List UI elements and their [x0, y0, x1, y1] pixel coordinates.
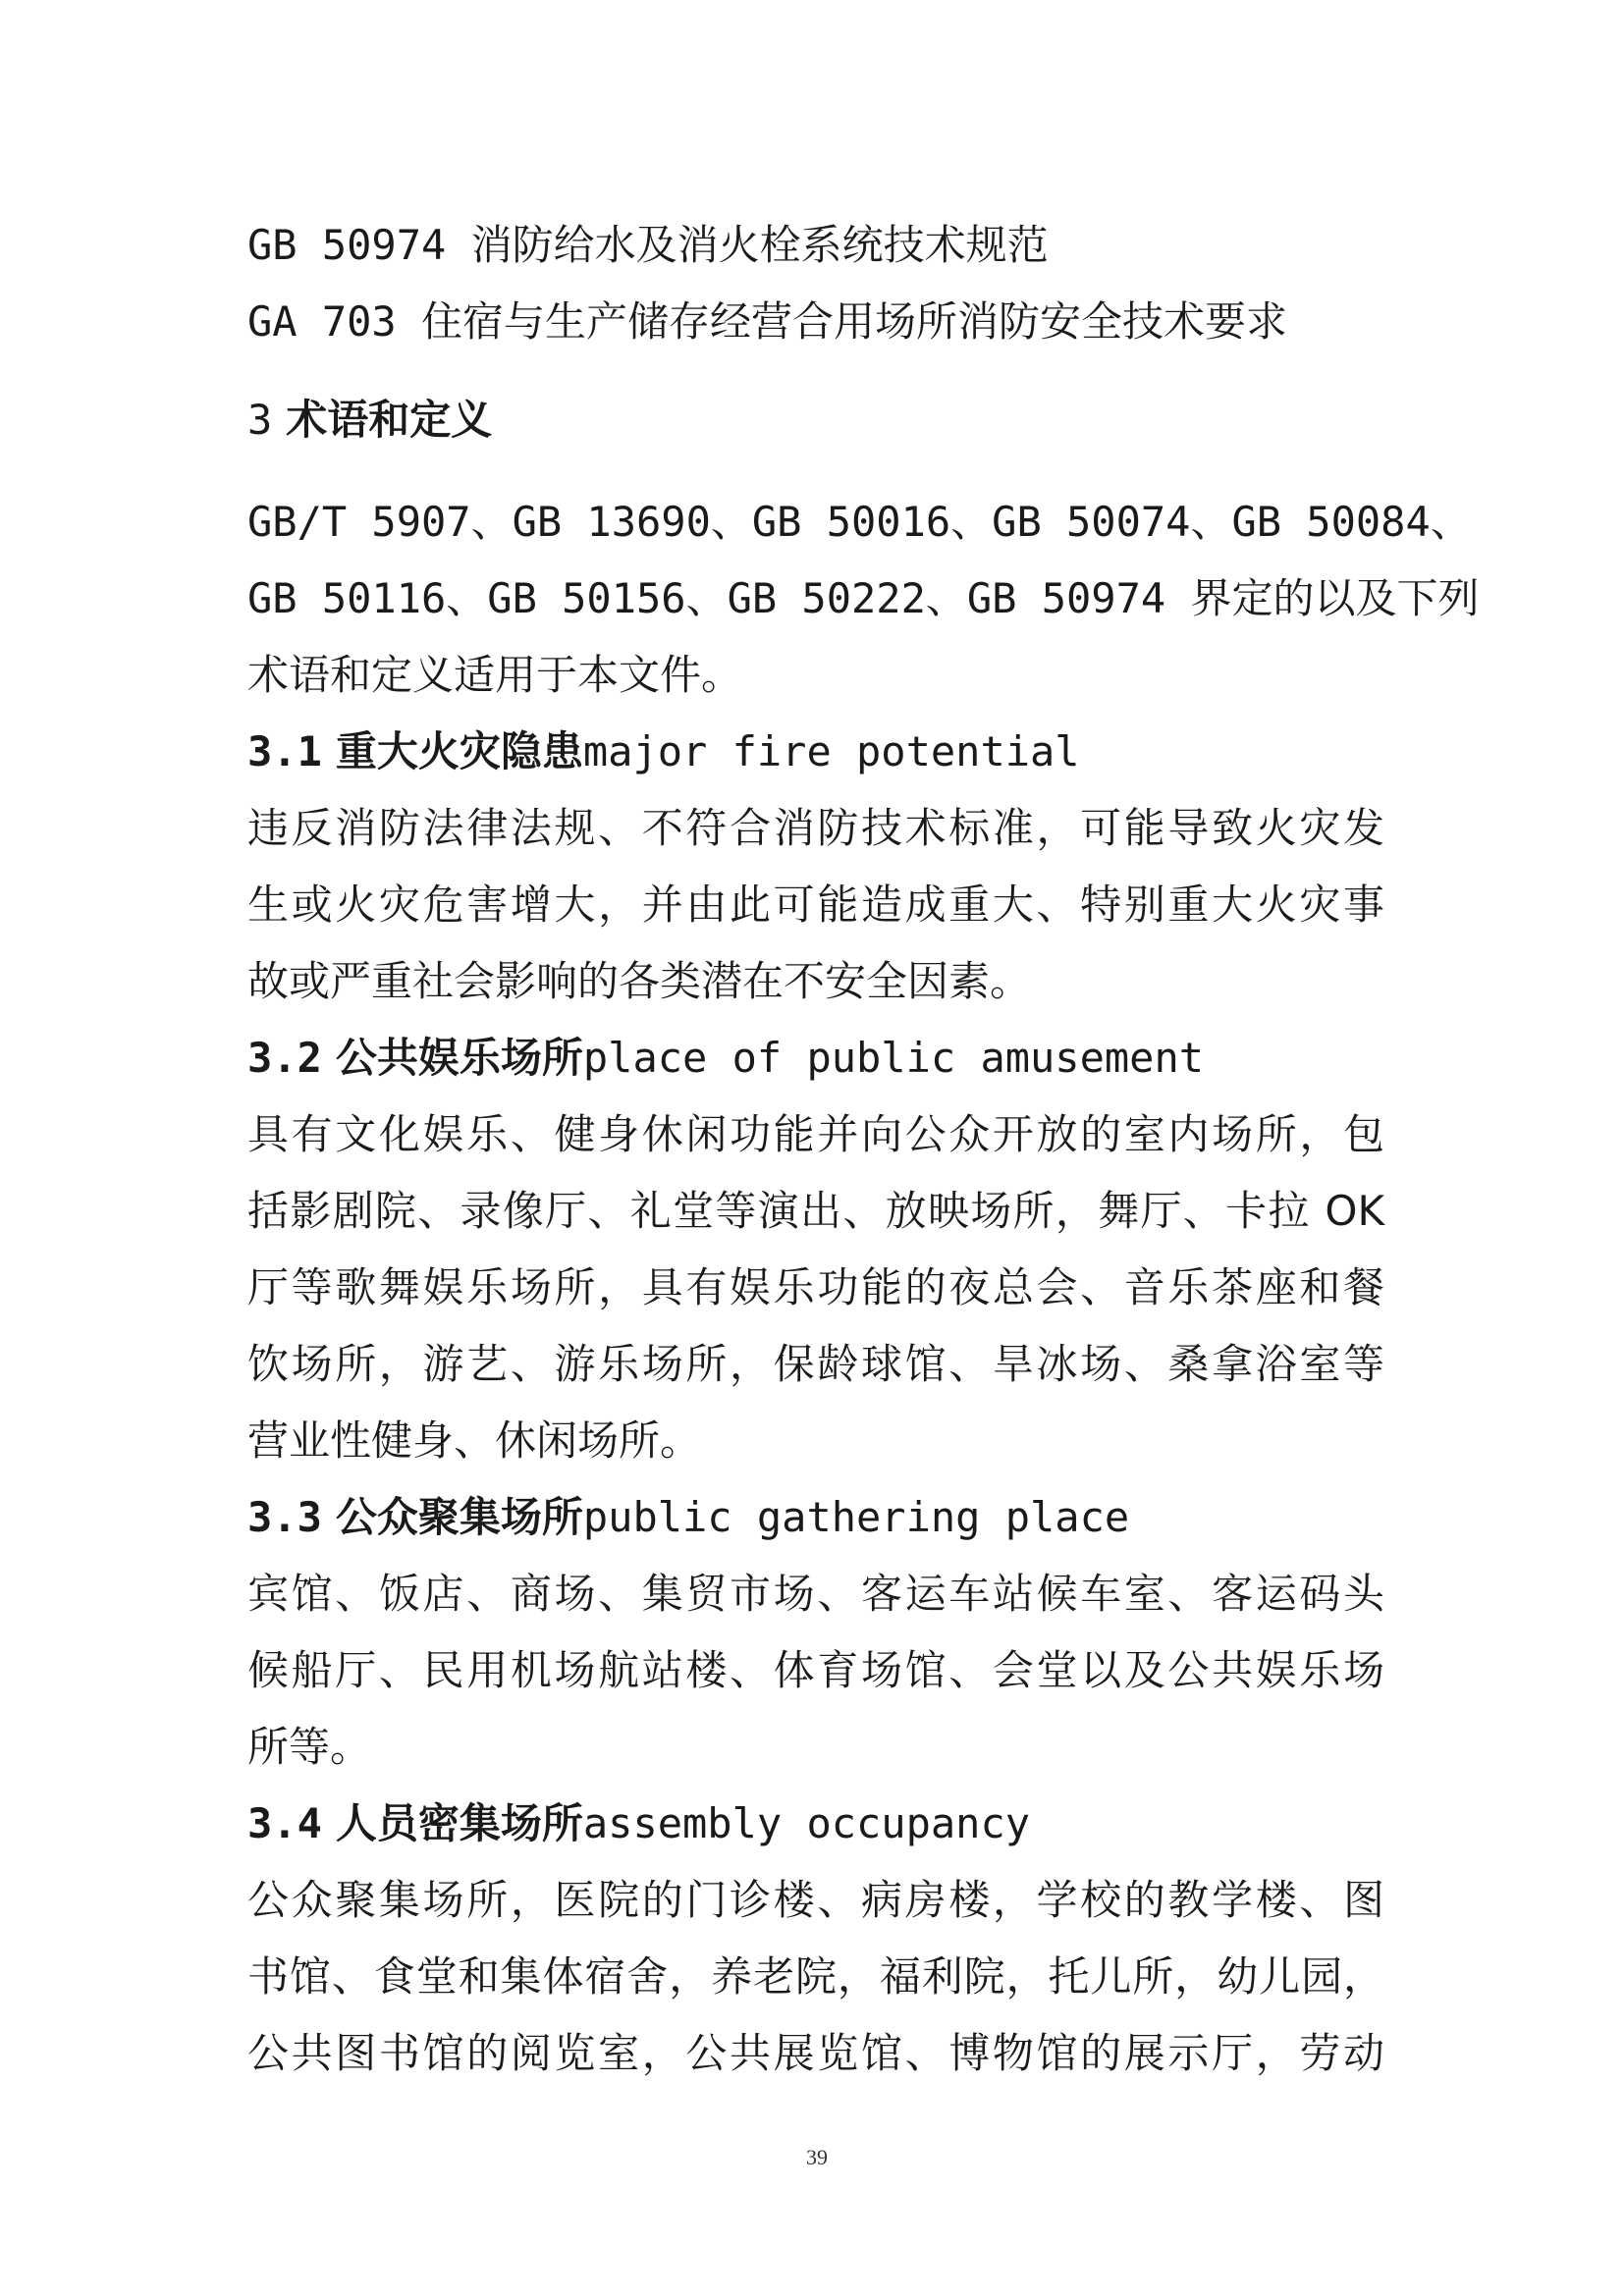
section-heading — [247, 393, 492, 448]
section-title: 术语和定义 — [286, 396, 493, 444]
definition-line: 候船厅、民用机场航站楼、体育场馆、会堂以及公共娱乐场 — [247, 1646, 1384, 1694]
term-zh: 人员密集场所 — [335, 1799, 583, 1847]
term-zh: 公共娱乐场所 — [335, 1034, 583, 1082]
term-heading — [247, 724, 1080, 779]
definition-line: 饮场所，游艺、游乐场所，保龄球馆、旱冰场、桑拿浴室等 — [247, 1340, 1384, 1388]
term-en: major fire potential — [582, 727, 1080, 775]
document-page — [247, 0, 1480, 2296]
reference-line: GA 703 住宿与生产储存经营合用场所消防安全技术要求 — [247, 297, 1288, 346]
definition-line: 具有文化娱乐、健身休闲功能并向公众开放的室内场所，包 — [247, 1110, 1384, 1158]
term-en: assembly occupancy — [582, 1799, 1031, 1847]
term-number: 3.1 — [247, 727, 322, 775]
intro-line: GB 50116、GB 50156、GB 50222、GB 50974 界定的以及下列 — [247, 574, 1480, 622]
definition-line: 公众聚集场所，医院的门诊楼、病房楼，学校的教学楼、图 — [247, 1876, 1384, 1924]
definition-line: 故或严重社会影响的各类潜在不安全因素。 — [247, 957, 1032, 1005]
term-number: 3.4 — [247, 1799, 322, 1847]
definition-line: 生或火灾危害增大，并由此可能造成重大、特别重大火灾事 — [247, 881, 1384, 929]
term-en: public gathering place — [582, 1493, 1130, 1541]
definition-line: 违反消防法律法规、不符合消防技术标准，可能导致火灾发 — [247, 804, 1384, 852]
reference-line: GB 50974 消防给水及消火栓系统技术规范 — [247, 221, 1049, 269]
intro-line: GB/T 5907、GB 13690、GB 50016、GB 50074、GB 50084、 — [247, 498, 1472, 546]
term-number: 3.3 — [247, 1493, 322, 1541]
definition-line: 所等。 — [247, 1723, 372, 1771]
term-heading — [247, 1031, 1204, 1086]
definition-line: 厅等歌舞娱乐场所，具有娱乐功能的夜总会、音乐茶座和餐 — [247, 1263, 1384, 1311]
intro-line: 术语和定义适用于本文件。 — [247, 651, 743, 699]
term-en: place of public amusement — [582, 1034, 1205, 1082]
definition-line: 营业性健身、休闲场所。 — [247, 1416, 702, 1465]
term-zh: 重大火灾隐患 — [335, 727, 583, 775]
term-zh: 公众聚集场所 — [335, 1493, 583, 1541]
section-number: 3 — [247, 396, 273, 444]
term-heading — [247, 1490, 1129, 1545]
page-number: 39 — [806, 2145, 828, 2169]
definition-line: 公共图书馆的阅览室，公共展览馆、博物馆的展示厅，劳动 — [247, 2029, 1384, 2077]
term-number: 3.2 — [247, 1034, 322, 1082]
definition-line: 宾馆、饭店、商场、集贸市场、客运车站候车室、客运码头 — [247, 1570, 1384, 1618]
term-heading — [247, 1796, 1030, 1851]
definition-line: 书馆、食堂和集体宿舍，养老院，福利院，托儿所，幼儿园， — [247, 1952, 1384, 2001]
definition-line: 括影剧院、录像厅、礼堂等演出、放映场所，舞厅、卡拉 OK — [247, 1187, 1384, 1235]
